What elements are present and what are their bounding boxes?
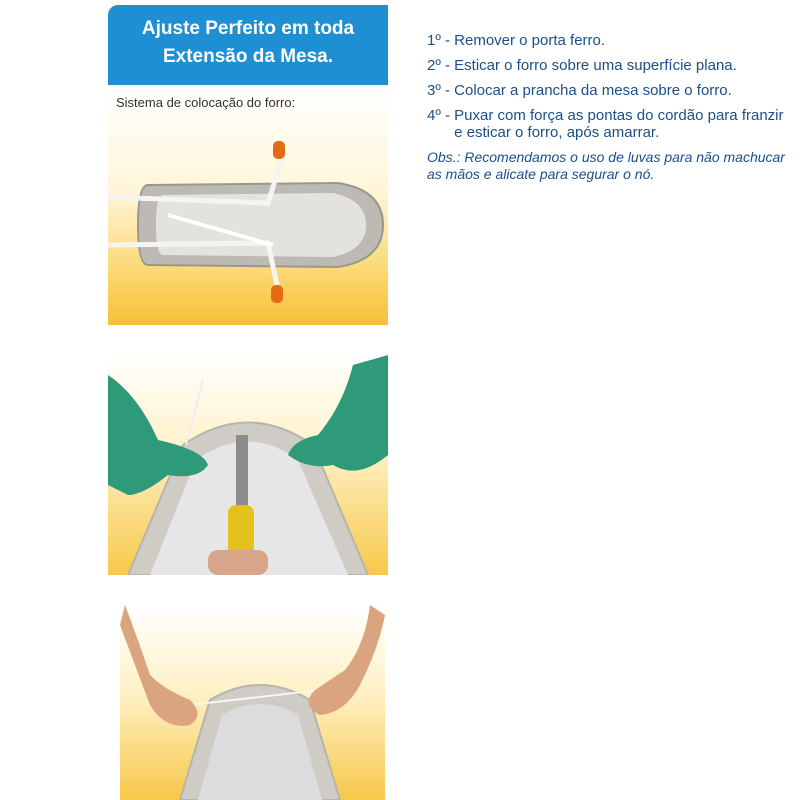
step-text: Esticar o forro sobre uma superfície plana. <box>454 57 737 74</box>
ironing-board-illustration <box>108 85 388 325</box>
hand-left <box>120 605 198 726</box>
subtitle: Sistema de colocação do forro: <box>116 95 296 110</box>
gloves-panel <box>108 355 388 575</box>
hand-right <box>309 605 385 715</box>
ironing-board-panel <box>108 85 388 325</box>
leg-cap-bottom <box>271 285 283 303</box>
step-text: Remover o porta ferro. <box>454 32 606 49</box>
hand <box>208 550 268 575</box>
gloves-illustration <box>108 355 388 575</box>
step-number: 2º - <box>427 57 455 74</box>
step-number: 3º - <box>427 82 455 99</box>
step-text: Colocar a prancha da mesa sobre o forro. <box>454 82 732 99</box>
leg-cap-top <box>273 141 285 159</box>
step-4 <box>427 107 787 141</box>
step-3 <box>427 82 787 99</box>
step-2 <box>427 57 787 74</box>
observation-note: Obs.: Recomendamos o uso de luvas para não machucar as mãos e alicate para segurar o nó. <box>427 149 785 182</box>
pliers-tip <box>236 435 248 515</box>
header-banner <box>108 5 388 85</box>
glove-right <box>288 355 388 471</box>
step-number: 4º - <box>427 107 455 124</box>
step-1 <box>427 32 787 49</box>
header-title-line1: Ajuste Perfeito em toda <box>141 18 355 39</box>
instructions <box>427 32 787 183</box>
step-number: 1º - <box>427 32 455 49</box>
hands-illustration <box>120 605 385 800</box>
hands-panel <box>120 605 385 800</box>
step-text: Puxar com força as pontas do cordão para franzir e esticar o forro, após amarrar. <box>454 107 784 141</box>
header-title-line2: Extensão da Mesa. <box>162 46 334 67</box>
